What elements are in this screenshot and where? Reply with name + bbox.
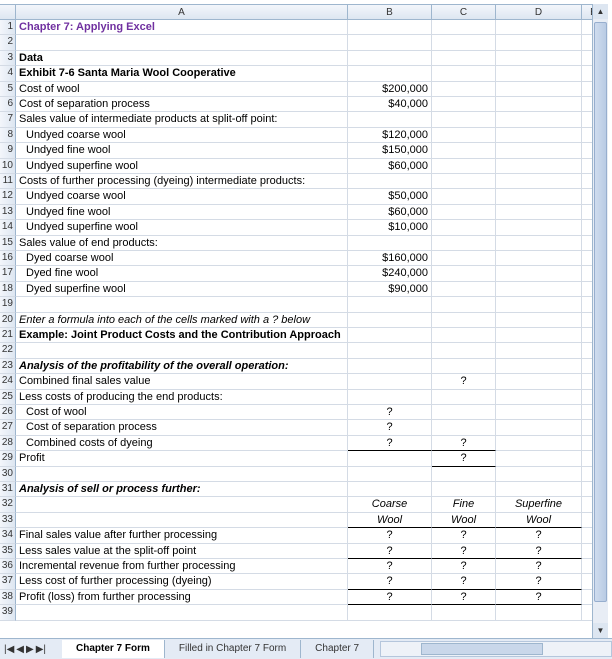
cell-b[interactable]: $120,000	[348, 128, 432, 143]
row-header[interactable]: 28	[0, 436, 16, 451]
table-row	[0, 159, 606, 174]
cell-c[interactable]: ?	[432, 574, 496, 589]
cell-c[interactable]	[432, 66, 496, 81]
cell-c[interactable]	[432, 313, 496, 328]
cell-b[interactable]: $90,000	[348, 282, 432, 297]
table-row	[0, 97, 606, 112]
table-row	[0, 189, 606, 204]
cell-d[interactable]	[496, 374, 582, 389]
row-header[interactable]: 38	[0, 590, 16, 605]
row-header[interactable]: 13	[0, 205, 16, 220]
cell-a[interactable]: Cost of separation process	[16, 420, 348, 435]
row-header[interactable]: 12	[0, 189, 16, 204]
cell-b[interactable]: ?	[348, 590, 432, 605]
cell-b[interactable]	[348, 297, 432, 312]
horizontal-scroll-thumb[interactable]	[421, 643, 543, 655]
row-header[interactable]: 35	[0, 544, 16, 559]
cell-a[interactable]	[16, 467, 348, 482]
first-sheet-icon[interactable]: |◀	[4, 643, 15, 655]
row-header[interactable]: 25	[0, 390, 16, 405]
cell-c[interactable]	[432, 343, 496, 358]
cell-d[interactable]	[496, 297, 582, 312]
table-row	[0, 66, 606, 81]
table-row	[0, 328, 606, 343]
table-row	[0, 574, 606, 589]
cell-c[interactable]	[432, 159, 496, 174]
table-row	[0, 143, 606, 158]
column-header-bar	[0, 4, 606, 21]
cell-b[interactable]: $40,000	[348, 97, 432, 112]
cell-d[interactable]: ?	[496, 590, 582, 605]
cell-d[interactable]	[496, 97, 582, 112]
row-header[interactable]: 37	[0, 574, 16, 589]
cell-b[interactable]: $60,000	[348, 159, 432, 174]
table-row	[0, 112, 606, 127]
cell-b[interactable]: $200,000	[348, 82, 432, 97]
table-row	[0, 35, 606, 50]
cell-d[interactable]	[496, 128, 582, 143]
cell-a[interactable]: Profit	[16, 451, 348, 466]
table-row	[0, 236, 606, 251]
cell-b[interactable]	[348, 343, 432, 358]
row-header[interactable]: 15	[0, 236, 16, 251]
cell-d[interactable]	[496, 220, 582, 235]
column-header-c[interactable]: C	[432, 5, 496, 20]
cell-a[interactable]: Costs of further processing (dyeing) intermediate products:	[16, 174, 348, 189]
cell-d[interactable]	[496, 20, 582, 35]
row-header[interactable]: 29	[0, 451, 16, 466]
row-header[interactable]: 8	[0, 128, 16, 143]
cell-c[interactable]	[432, 251, 496, 266]
cell-d[interactable]	[496, 359, 582, 374]
cell-c[interactable]: ?	[432, 590, 496, 605]
cell-a[interactable]	[16, 297, 348, 312]
cell-b[interactable]: ?	[348, 420, 432, 435]
cell-c[interactable]	[432, 112, 496, 127]
table-row	[0, 467, 606, 482]
table-row	[0, 405, 606, 420]
cell-b[interactable]	[348, 467, 432, 482]
tab-navigation	[0, 644, 62, 655]
table-row	[0, 266, 606, 281]
row-header[interactable]: 18	[0, 282, 16, 297]
cell-b[interactable]	[348, 51, 432, 66]
vertical-scrollbar[interactable]	[592, 4, 608, 638]
cell-b[interactable]: $60,000	[348, 205, 432, 220]
cell-a[interactable]: Example: Joint Product Costs and the Contribution Approach	[16, 328, 348, 343]
cell-c[interactable]	[432, 97, 496, 112]
cell-c[interactable]: ?	[432, 528, 496, 543]
cell-b[interactable]: ?	[348, 559, 432, 574]
cell-c[interactable]	[432, 20, 496, 35]
cell-a[interactable]: Analysis of sell or process further:	[16, 482, 348, 497]
cell-d[interactable]	[496, 343, 582, 358]
cell-d[interactable]	[496, 251, 582, 266]
cell-c[interactable]: Fine	[432, 497, 496, 512]
cell-b[interactable]	[348, 359, 432, 374]
cell-b[interactable]: ?	[348, 544, 432, 559]
cell-d[interactable]	[496, 112, 582, 127]
cell-b[interactable]	[348, 451, 432, 466]
cell-d[interactable]	[496, 436, 582, 451]
table-row	[0, 436, 606, 451]
row-header[interactable]: 20	[0, 313, 16, 328]
cell-b[interactable]	[348, 66, 432, 81]
table-row	[0, 282, 606, 297]
cell-d[interactable]: ?	[496, 574, 582, 589]
cell-b[interactable]	[348, 374, 432, 389]
cell-b[interactable]: $150,000	[348, 143, 432, 158]
table-row	[0, 451, 606, 466]
cell-a[interactable]: Undyed superfine wool	[16, 159, 348, 174]
cell-a[interactable]: Final sales value after further processing	[16, 528, 348, 543]
cell-d[interactable]	[496, 159, 582, 174]
row-header[interactable]: 6	[0, 97, 16, 112]
cell-d[interactable]	[496, 174, 582, 189]
cell-d[interactable]	[496, 482, 582, 497]
cell-a[interactable]	[16, 513, 348, 528]
cell-c[interactable]	[432, 51, 496, 66]
cell-a[interactable]: Less sales value at the split-off point	[16, 544, 348, 559]
cell-c[interactable]	[432, 205, 496, 220]
table-row	[0, 51, 606, 66]
cell-d[interactable]	[496, 35, 582, 50]
table-row	[0, 220, 606, 235]
cell-a[interactable]	[16, 497, 348, 512]
cell-d[interactable]: Superfine	[496, 497, 582, 512]
cell-d[interactable]: Wool	[496, 513, 582, 528]
cell-d[interactable]	[496, 205, 582, 220]
scroll-up-icon[interactable]: ▲	[593, 4, 608, 19]
table-row	[0, 297, 606, 312]
cell-a[interactable]: Dyed coarse wool	[16, 251, 348, 266]
row-header[interactable]: 2	[0, 35, 16, 50]
table-row	[0, 20, 606, 35]
cell-a[interactable]: Less costs of producing the end products:	[16, 390, 348, 405]
tab-filled-in-chapter-7-form[interactable]: Filled in Chapter 7 Form	[165, 640, 301, 658]
cell-c[interactable]	[432, 35, 496, 50]
cell-b[interactable]	[348, 482, 432, 497]
cell-a[interactable]: Sales value of end products:	[16, 236, 348, 251]
cell-c[interactable]	[432, 220, 496, 235]
cell-d[interactable]: ?	[496, 544, 582, 559]
row-header[interactable]: 5	[0, 82, 16, 97]
table-row	[0, 174, 606, 189]
cell-a[interactable]: Cost of wool	[16, 405, 348, 420]
cell-c[interactable]	[432, 359, 496, 374]
cell-c[interactable]	[432, 605, 496, 620]
cell-c[interactable]: ?	[432, 436, 496, 451]
column-header-b[interactable]: B	[348, 5, 432, 20]
table-row	[0, 205, 606, 220]
row-header[interactable]: 17	[0, 266, 16, 281]
row-header[interactable]: 34	[0, 528, 16, 543]
sheet-tab-bar	[0, 638, 612, 659]
cell-b[interactable]: ?	[348, 528, 432, 543]
cell-c[interactable]	[432, 282, 496, 297]
row-header[interactable]: 23	[0, 359, 16, 374]
cell-c[interactable]	[432, 297, 496, 312]
row-header[interactable]: 19	[0, 297, 16, 312]
cell-c[interactable]: ?	[432, 544, 496, 559]
table-row	[0, 605, 606, 620]
prev-sheet-icon[interactable]: ◀	[16, 643, 24, 655]
cell-b[interactable]: $160,000	[348, 251, 432, 266]
cell-d[interactable]	[496, 66, 582, 81]
cell-c[interactable]	[432, 236, 496, 251]
cell-d[interactable]	[496, 51, 582, 66]
cell-d[interactable]	[496, 390, 582, 405]
cell-a[interactable]: Dyed fine wool	[16, 266, 348, 281]
cell-b[interactable]: $10,000	[348, 220, 432, 235]
row-header[interactable]: 31	[0, 482, 16, 497]
cell-b[interactable]: Coarse	[348, 497, 432, 512]
cell-c[interactable]	[432, 82, 496, 97]
cell-b[interactable]	[348, 112, 432, 127]
cell-b[interactable]: ?	[348, 405, 432, 420]
row-header[interactable]: 22	[0, 343, 16, 358]
table-row	[0, 390, 606, 405]
cell-a[interactable]	[16, 343, 348, 358]
cell-d[interactable]	[496, 236, 582, 251]
row-header[interactable]: 27	[0, 420, 16, 435]
cell-b[interactable]	[348, 390, 432, 405]
cell-b[interactable]: Wool	[348, 513, 432, 528]
cell-a[interactable]: Less cost of further processing (dyeing)	[16, 574, 348, 589]
cell-d[interactable]	[496, 189, 582, 204]
horizontal-scrollbar[interactable]	[380, 641, 612, 657]
cell-d[interactable]	[496, 451, 582, 466]
cell-b[interactable]	[348, 236, 432, 251]
tab-chapter-7-form[interactable]: Chapter 7 Form	[62, 640, 165, 658]
row-header[interactable]: 26	[0, 405, 16, 420]
cell-a[interactable]: Combined costs of dyeing	[16, 436, 348, 451]
row-header[interactable]: 10	[0, 159, 16, 174]
cell-c[interactable]	[432, 482, 496, 497]
table-row	[0, 359, 606, 374]
cell-a[interactable]: Dyed superfine wool	[16, 282, 348, 297]
row-header[interactable]: 39	[0, 605, 16, 620]
row-header[interactable]: 16	[0, 251, 16, 266]
row-header[interactable]: 30	[0, 467, 16, 482]
table-row	[0, 528, 606, 543]
cell-c[interactable]	[432, 405, 496, 420]
cell-c[interactable]: ?	[432, 451, 496, 466]
cell-a[interactable]: Exhibit 7-6 Santa Maria Wool Cooperative	[16, 66, 348, 81]
cell-a[interactable]: Undyed coarse wool	[16, 189, 348, 204]
cell-c[interactable]: Wool	[432, 513, 496, 528]
table-row	[0, 420, 606, 435]
cell-c[interactable]	[432, 420, 496, 435]
cell-a[interactable]	[16, 35, 348, 50]
cell-d[interactable]	[496, 420, 582, 435]
table-row	[0, 559, 606, 574]
cell-b[interactable]	[348, 174, 432, 189]
row-header[interactable]: 9	[0, 143, 16, 158]
cell-a[interactable]: Sales value of intermediate products at split-off point:	[16, 112, 348, 127]
row-header[interactable]: 36	[0, 559, 16, 574]
cell-a[interactable]: Undyed fine wool	[16, 205, 348, 220]
cell-b[interactable]: ?	[348, 574, 432, 589]
table-row	[0, 497, 606, 512]
row-header[interactable]: 33	[0, 513, 16, 528]
table-row	[0, 313, 606, 328]
row-header[interactable]: 3	[0, 51, 16, 66]
cell-a[interactable]: Cost of wool	[16, 82, 348, 97]
table-row	[0, 590, 606, 605]
cell-d[interactable]	[496, 82, 582, 97]
cell-d[interactable]	[496, 313, 582, 328]
last-sheet-icon[interactable]: ▶|	[35, 643, 46, 655]
cell-d[interactable]	[496, 143, 582, 158]
cell-a[interactable]: Undyed fine wool	[16, 143, 348, 158]
row-header[interactable]: 21	[0, 328, 16, 343]
tab-chapter-7[interactable]: Chapter 7	[301, 640, 374, 658]
cell-d[interactable]	[496, 282, 582, 297]
table-row	[0, 482, 606, 497]
row-header[interactable]: 32	[0, 497, 16, 512]
table-row	[0, 82, 606, 97]
cell-d[interactable]	[496, 467, 582, 482]
cell-c[interactable]	[432, 174, 496, 189]
table-row	[0, 374, 606, 389]
cell-c[interactable]	[432, 143, 496, 158]
cell-b[interactable]: $50,000	[348, 189, 432, 204]
column-header-a[interactable]: A	[16, 5, 348, 20]
cell-a[interactable]: Combined final sales value	[16, 374, 348, 389]
cell-c[interactable]	[432, 328, 496, 343]
cell-d[interactable]	[496, 266, 582, 281]
cell-a[interactable]: Profit (loss) from further processing	[16, 590, 348, 605]
cell-a[interactable]: Undyed coarse wool	[16, 128, 348, 143]
cell-d[interactable]	[496, 405, 582, 420]
cell-a[interactable]: Analysis of the profitability of the overall operation:	[16, 359, 348, 374]
cell-c[interactable]	[432, 189, 496, 204]
column-header-d[interactable]: D	[496, 5, 582, 20]
table-row	[0, 251, 606, 266]
cell-a[interactable]: Cost of separation process	[16, 97, 348, 112]
cell-c[interactable]	[432, 266, 496, 281]
cell-d[interactable]: ?	[496, 528, 582, 543]
table-row	[0, 544, 606, 559]
cell-d[interactable]	[496, 328, 582, 343]
table-row	[0, 343, 606, 358]
cell-a[interactable]: Undyed superfine wool	[16, 220, 348, 235]
row-header[interactable]: 1	[0, 20, 16, 35]
cell-a[interactable]: Chapter 7: Applying Excel	[16, 20, 348, 35]
cell-b[interactable]: $240,000	[348, 266, 432, 281]
cell-a[interactable]	[16, 605, 348, 620]
scroll-thumb[interactable]	[594, 22, 607, 602]
cell-d[interactable]	[496, 605, 582, 620]
cell-b[interactable]	[348, 313, 432, 328]
cell-a[interactable]: Enter a formula into each of the cells marked with a ? below	[16, 313, 348, 328]
row-header[interactable]: 24	[0, 374, 16, 389]
cell-a[interactable]: Data	[16, 51, 348, 66]
cell-c[interactable]	[432, 467, 496, 482]
cell-d[interactable]: ?	[496, 559, 582, 574]
row-header[interactable]: 11	[0, 174, 16, 189]
scroll-down-icon[interactable]: ▼	[593, 623, 608, 638]
cell-b[interactable]	[348, 605, 432, 620]
cell-c[interactable]: ?	[432, 559, 496, 574]
select-all-corner[interactable]	[0, 5, 16, 20]
table-row	[0, 513, 606, 528]
row-header[interactable]: 4	[0, 66, 16, 81]
next-sheet-icon[interactable]: ▶	[26, 643, 34, 655]
cell-b[interactable]	[348, 328, 432, 343]
cell-c[interactable]	[432, 390, 496, 405]
cell-b[interactable]	[348, 20, 432, 35]
cell-b[interactable]: ?	[348, 436, 432, 451]
row-header[interactable]: 7	[0, 112, 16, 127]
cell-c[interactable]: ?	[432, 374, 496, 389]
cell-b[interactable]	[348, 35, 432, 50]
row-header[interactable]: 14	[0, 220, 16, 235]
cell-c[interactable]	[432, 128, 496, 143]
table-row	[0, 128, 606, 143]
cell-a[interactable]: Incremental revenue from further processing	[16, 559, 348, 574]
